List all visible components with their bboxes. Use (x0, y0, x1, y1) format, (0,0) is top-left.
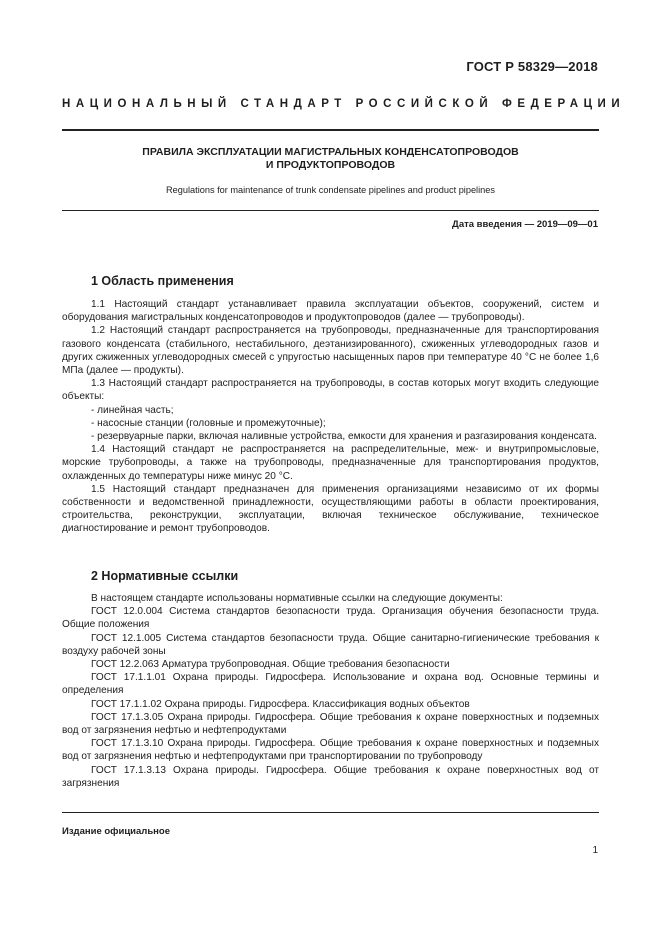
english-title: Regulations for maintenance of trunk condensate pipelines and product pipelines (166, 185, 495, 195)
reference-item: ГОСТ 17.1.3.10 Охрана природы. Гидросфера. Общие требования к охране поверхностных и подземных вод от загрязнения нефтью и нефтепродуктами при транспортировании по трубопроводу (62, 738, 599, 763)
document-code: ГОСТ Р 58329—2018 (466, 59, 598, 74)
title-line-2: И ПРОДУКТОПРОВОДОВ (265, 159, 396, 171)
title-divider (62, 210, 599, 211)
title-line-1: ПРАВИЛА ЭКСПЛУАТАЦИИ МАГИСТРАЛЬНЫХ КОНДЕНСАТОПРОВОДОВ (142, 146, 519, 158)
paragraph-1-1: 1.1 Настоящий стандарт устанавливает правила эксплуатации объектов, сооружений, систем и оборудования магистральных конденсатопроводов и продуктопроводов (далее — трубопроводы). (62, 299, 599, 324)
paragraph-1-3: 1.3 Настоящий стандарт распространяется на трубопроводы, в состав которых могут входить следующие объекты: (62, 378, 599, 403)
list-item: - линейная часть; (91, 404, 174, 416)
reference-item: ГОСТ 12.1.005 Система стандартов безопасности труда. Общие санитарно-гигиенические требования к воздуху рабочей зоны (62, 632, 599, 657)
section-1-heading: 1 Область применения (91, 274, 234, 288)
footer-divider (62, 812, 599, 813)
document-title (62, 146, 599, 172)
list-item: - насосные станции (головные и промежуточные); (91, 417, 326, 429)
introduction-date: Дата введения — 2019—09—01 (452, 219, 598, 230)
section-2-heading: 2 Нормативные ссылки (91, 569, 239, 583)
list-item: - резервуарные парки, включая наливные устройства, емкости для хранения и разгазирования конденсата. (91, 431, 597, 443)
reference-item: ГОСТ 12.0.004 Система стандартов безопасности труда. Организация обучения безопасности труда. Общие положения (62, 606, 599, 631)
reference-item: ГОСТ 17.1.3.05 Охрана природы. Гидросфера. Общие требования к охране поверхностных и подземных вод от загрязнения нефтью и нефтепродуктами (62, 711, 599, 737)
paragraph-1-4: 1.4 Настоящий стандарт не распространяется на распределительные, меж- и внутрипромысловые, морские трубопроводы, а также на трубопроводы, предназначенные для транспортирования продуктов, охлажденных до температуры ниже минус 20 °С. (62, 444, 599, 482)
section-1-body (62, 298, 599, 536)
header-divider (62, 129, 599, 131)
reference-item: ГОСТ 17.1.1.02 Охрана природы. Гидросфера. Классификация водных объектов (91, 698, 470, 710)
page-number: 1 (592, 845, 598, 856)
references-intro: В настоящем стандарте использованы нормативные ссылки на следующие документы: (91, 593, 503, 604)
section-2-body (62, 592, 599, 790)
official-edition-label: Издание официальное (62, 826, 170, 837)
reference-item: ГОСТ 17.1.1.01 Охрана природы. Гидросфера. Использование и охрана вод. Основные термины и определения (62, 672, 599, 697)
reference-item: ГОСТ 17.1.3.13 Охрана природы. Гидросфера. Общие требования к охране поверхностных вод от загрязнения (62, 764, 599, 789)
paragraph-1-2: 1.2 Настоящий стандарт распространяется на трубопроводы, предназначенные для транспортирования газового конденсата (стабильного, нестабильного, деэтанизированного), сжиженных углеводородных газов и других сжиженных углеводородных смесей с упругостью насыщенных паров при температуре 40 °С не более 1,6 МПа (далее — продукты). (62, 325, 599, 377)
paragraph-1-5: 1.5 Настоящий стандарт предназначен для применения организациями независимо от их формы собственности и ведомственной принадлежности, осуществляющими работы в области проектирования, строительства, реконструкции, эксплуатации, включая техническое обслуживание, техническое диагностирование и ремонт трубопроводов. (62, 483, 599, 535)
national-standard-heading: НАЦИОНАЛЬНЫЙ СТАНДАРТ РОССИЙСКОЙ ФЕДЕРАЦИИ (62, 98, 626, 110)
reference-item: ГОСТ 12.2.063 Арматура трубопроводная. Общие требования безопасности (91, 659, 450, 671)
